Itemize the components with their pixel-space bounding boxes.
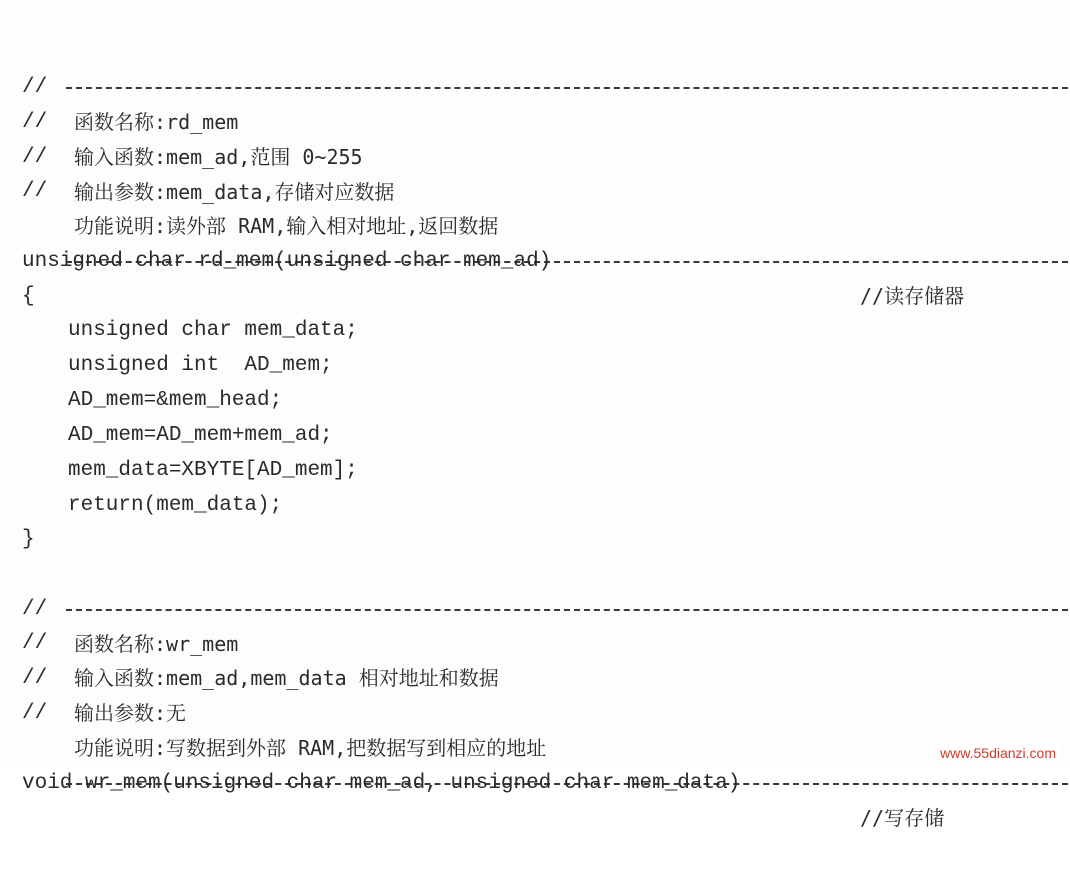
statement: unsigned int AD_mem; xyxy=(68,354,333,377)
separator-line xyxy=(0,524,50,558)
open-brace: { xyxy=(22,285,35,308)
input-comment: 输入函数:mem_ad,mem_data 相对地址和数据 xyxy=(74,666,499,690)
close-brace: } xyxy=(22,528,35,551)
separator-line xyxy=(0,698,50,732)
code-line xyxy=(0,246,50,308)
statement: AD_mem=&mem_head; xyxy=(68,389,283,412)
separator-dash xyxy=(66,87,1068,89)
signature-text: unsigned char rd_mem(unsigned char mem_ad) xyxy=(22,250,552,273)
signature-comment: //写存储 xyxy=(860,806,945,830)
comment-marker: // xyxy=(22,702,48,725)
comment-marker: // xyxy=(22,632,48,655)
return-statement: return(mem_data); xyxy=(68,494,283,517)
signature-comment: //读存储器 xyxy=(860,284,965,308)
watermark-text: www.55dianzi.com xyxy=(936,744,1060,762)
description-comment: 功能说明:写数据到外部 RAM,把数据写到相应的地址 xyxy=(74,736,547,760)
statement: mem_data=XBYTE[AD_mem]; xyxy=(68,459,358,482)
description-comment: 功能说明:读外部 RAM,输入相对地址,返回数据 xyxy=(74,214,499,238)
function-name-comment: 函数名称:wr_mem xyxy=(74,632,239,656)
separator-rule xyxy=(22,592,1068,626)
input-comment: 输入函数:mem_ad,范围 0~255 xyxy=(74,145,363,169)
separator-line xyxy=(0,176,50,210)
output-comment: 输出参数:mem_data,存储对应数据 xyxy=(74,180,395,204)
function-name-comment: 函数名称:rd_mem xyxy=(74,110,239,134)
comment-marker: // xyxy=(22,111,48,134)
separator-dash xyxy=(66,609,1068,611)
code-line xyxy=(0,489,50,551)
comment-marker: // xyxy=(22,146,48,169)
code-line xyxy=(0,280,358,342)
comment-marker: // xyxy=(22,598,48,621)
statement: AD_mem=AD_mem+mem_ad; xyxy=(68,424,333,447)
comment-line xyxy=(0,37,239,134)
separator-line xyxy=(0,2,50,36)
signature-text: void wr_mem(unsigned char mem_ad, unsigned char mem_data) xyxy=(22,772,741,795)
comment-marker: // xyxy=(22,667,48,690)
output-comment: 输出参数:无 xyxy=(74,701,187,725)
comment-line xyxy=(0,559,239,656)
comment-marker: // xyxy=(22,180,48,203)
separator-rule xyxy=(22,70,1068,104)
statement: unsigned char mem_data; xyxy=(68,319,358,342)
comment-marker: // xyxy=(22,76,48,99)
